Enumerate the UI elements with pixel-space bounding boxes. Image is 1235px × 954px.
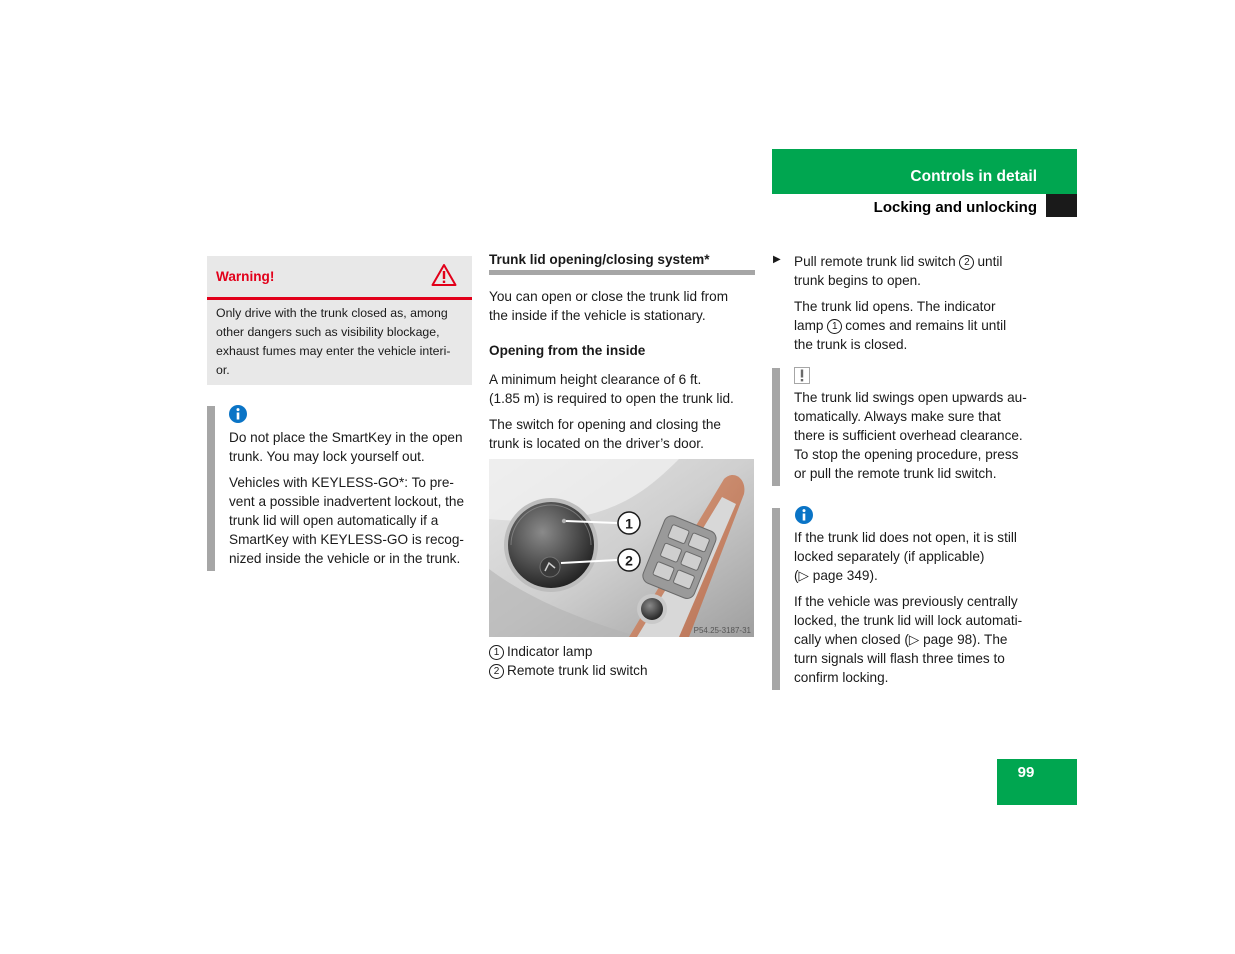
step-instruction [794,252,1044,290]
header-marker [1046,194,1077,217]
text-line: If the vehicle was previously centrally [794,594,1018,609]
info-icon [229,405,247,423]
text-line: or pull the remote trunk lid switch. [794,466,997,481]
text-line: exhaust fumes may enter the vehicle interi- [216,344,451,358]
text-line: other dangers such as visibility blockage, [216,325,440,339]
text-line: locked separately (if applicable) [794,549,985,564]
callout-1: 1 [625,515,633,532]
text-line: Vehicles with KEYLESS-GO*: To pre- [229,475,454,490]
text-line: Only drive with the trunk closed as, among [216,306,448,320]
text-line: Do not place the SmartKey in the open [229,430,463,445]
text-line: the trunk is closed. [794,337,908,352]
text-fragment: until [977,254,1003,269]
subsection-title: Locking and unlocking [873,199,1037,216]
text-line [794,252,1044,271]
callout-2: 2 [625,552,633,569]
text-line: To stop the opening procedure, press [794,447,1019,462]
text-line: The trunk lid swings open upwards au- [794,390,1027,405]
page-number: 99 [1017,764,1035,781]
warning-body [216,304,466,380]
text-line: the inside if the vehicle is stationary. [489,308,706,323]
callout-ref-2: 2 [959,255,974,270]
text-fragment: lamp [794,318,824,333]
text-line: A minimum height clearance of 6 ft. [489,372,702,387]
text-line: The switch for opening and closing the [489,417,721,432]
text-fragment: Pull remote trunk lid switch [794,254,956,269]
text-line: You can open or close the trunk lid from [489,289,729,304]
clearance-paragraph [489,370,755,453]
step-result [794,297,1044,354]
text-line: turn signals will flash three times to [794,651,1005,666]
text-line: (▷ page 349). [794,568,878,583]
text-line: confirm locking. [794,670,889,685]
text-fragment: comes and remains lit until [845,318,1007,333]
text-line: or. [216,363,230,377]
text-line: locked, the trunk lid will lock automati- [794,613,1023,628]
info-right-body [794,528,1044,687]
opening-subheading: Opening from the inside [489,343,646,358]
intro-paragraph [489,287,755,325]
legend-item-2 [489,661,755,680]
text-line: cally when closed (▷ page 98). The [794,632,1008,647]
legend-item-1 [489,642,755,661]
note-sidebar [772,368,780,486]
info-left-body [229,428,479,568]
warning-triangle-icon [431,263,457,287]
text-line: SmartKey with KEYLESS-GO is recog- [229,532,464,547]
section-title: Controls in detail [910,168,1037,185]
step-arrow-icon: ▶ [773,254,781,265]
text-line: trunk begins to open. [794,273,921,288]
text-line: nized inside the vehicle or in the trunk. [229,551,461,566]
text-line: trunk. You may lock yourself out. [229,449,425,464]
text-line: The trunk lid opens. The indicator [794,299,996,314]
text-line: tomatically. Always make sure that [794,409,1001,424]
info-icon [795,506,813,524]
legend-label-2: Remote trunk lid switch [507,663,648,678]
text-line: there is sufficient overhead clearance. [794,428,1023,443]
section-rule [489,270,755,275]
text-line: trunk is located on the driver’s door. [489,436,704,451]
text-line: (1.85 m) is required to open the trunk lid. [489,391,734,406]
exclamation-icon [794,367,810,384]
door-switch-photo [489,459,754,637]
legend-number-2: 2 [489,664,504,679]
image-legend [489,642,755,680]
warning-divider [207,297,472,300]
text-line: If the trunk lid does not open, it is still [794,530,1017,545]
note-sidebar [207,406,215,571]
text-line [794,316,1044,335]
legend-label-1: Indicator lamp [507,644,593,659]
caution-note-body [794,388,1044,483]
text-line: vent a possible inadvertent lockout, the [229,494,465,509]
note-sidebar [772,508,780,690]
image-code: P54.25-3187-31 [693,626,751,635]
callout-ref-1: 1 [827,319,842,334]
legend-number-1: 1 [489,645,504,660]
warning-title: Warning! [216,269,275,284]
text-line: trunk lid will open automatically if a [229,513,439,528]
trunk-section-title: Trunk lid opening/closing system* [489,252,710,267]
